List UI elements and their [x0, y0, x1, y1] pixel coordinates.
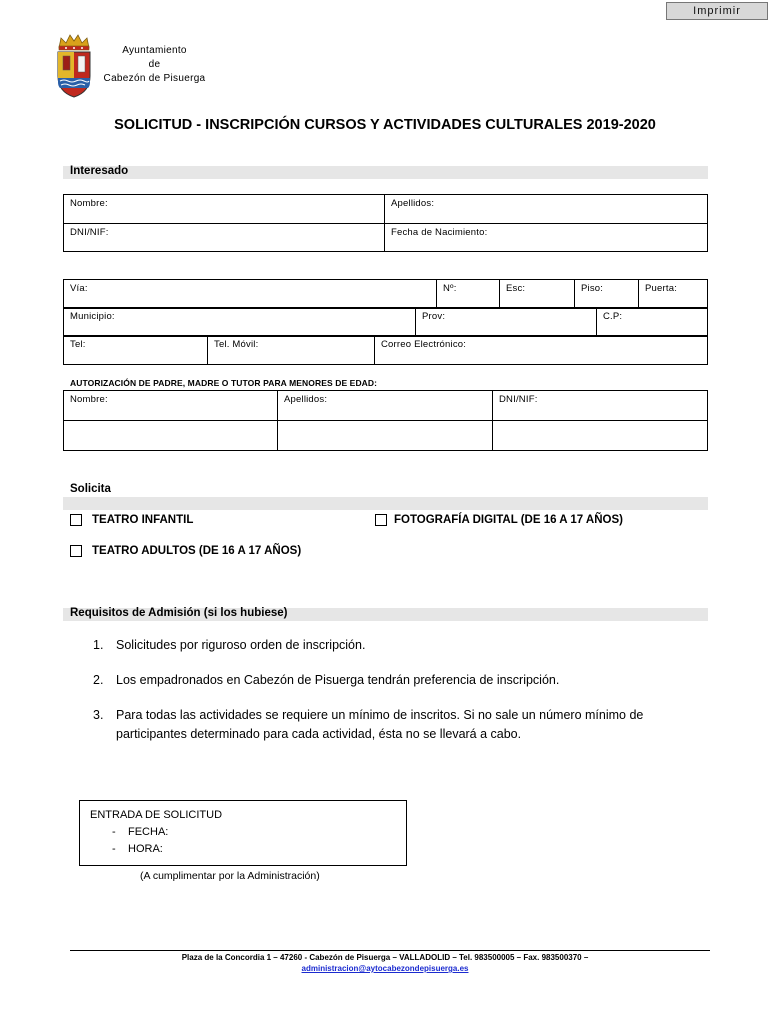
- field-tel[interactable]: Tel:: [64, 336, 208, 365]
- field-via[interactable]: Vía:: [64, 280, 437, 309]
- entry-heading: ENTRADA DE SOLICITUD: [90, 809, 223, 821]
- field-guardian-dni[interactable]: [493, 421, 708, 451]
- footer: [0, 952, 770, 974]
- requirements-list: [93, 636, 713, 760]
- list-item: 2. Los empadronados en Cabezón de Pisuerga tendrán preferencia de inscripción.: [93, 673, 560, 687]
- field-prov[interactable]: Prov:: [416, 308, 597, 337]
- guardian-table: [63, 390, 708, 451]
- option-label-teatro-infantil: TEATRO INFANTIL: [92, 514, 194, 526]
- address-row-3: [63, 335, 708, 365]
- option-label-fotografia-digital: FOTOGRAFÍA DIGITAL (DE 16 A 17 AÑOS): [394, 514, 623, 526]
- checkbox-teatro-adultos[interactable]: [70, 545, 82, 557]
- field-cp[interactable]: C.P:: [597, 308, 708, 337]
- footer-address: Plaza de la Concordia 1 – 47260 - Cabezón de Pisuerga – VALLADOLID – Tel. 983500005 – Fax. 983500370 –: [181, 953, 589, 962]
- entry-dash: -: [112, 826, 116, 838]
- address-row-2: [63, 307, 708, 337]
- option-label-teatro-adultos: TEATRO ADULTOS (DE 16 A 17 AÑOS): [92, 545, 302, 557]
- coat-of-arms-icon: [55, 32, 93, 98]
- field-correo[interactable]: Correo Electrónico:: [375, 336, 708, 365]
- municipality-name: Ayuntamiento de Cabezón de Pisuerga: [103, 45, 206, 84]
- field-tel-movil[interactable]: Tel. Móvil:: [208, 336, 375, 365]
- field-esc[interactable]: Esc:: [500, 280, 575, 309]
- address-row-1: [63, 279, 708, 309]
- checkbox-teatro-infantil[interactable]: [70, 514, 82, 526]
- field-puerta[interactable]: Puerta:: [639, 280, 708, 309]
- section-heading-requisitos: Requisitos de Admisión (si los hubiese): [70, 607, 288, 619]
- field-fecha-nacimiento[interactable]: Fecha de Nacimiento:: [385, 224, 708, 252]
- section-heading-solicita: Solicita: [70, 483, 111, 495]
- checkbox-fotografia-digital[interactable]: [375, 514, 387, 526]
- field-dni[interactable]: DNI/NIF:: [64, 224, 385, 252]
- guardian-dni-label: DNI/NIF:: [493, 391, 708, 421]
- section-bar-solicita: [63, 497, 708, 510]
- entry-fecha-label: FECHA:: [128, 826, 169, 838]
- section-heading-interesado: Interesado: [70, 165, 129, 177]
- entry-hora-label: HORA:: [128, 843, 163, 855]
- print-button[interactable]: Imprimir: [666, 2, 768, 20]
- field-guardian-nombre[interactable]: [64, 421, 278, 451]
- application-entry-box: [79, 800, 407, 866]
- field-piso[interactable]: Piso:: [575, 280, 639, 309]
- entry-dash: -: [112, 843, 116, 855]
- applicant-table: [63, 194, 708, 252]
- footer-email-link[interactable]: administracion@aytocabezondepisuerga.es: [301, 964, 469, 973]
- guardian-apellidos-label: Apellidos:: [278, 391, 493, 421]
- guardian-nombre-label: Nombre:: [64, 391, 278, 421]
- field-nombre[interactable]: Nombre:: [64, 195, 385, 224]
- field-numero[interactable]: Nº:: [437, 280, 500, 309]
- list-item: 3. Para todas las actividades se requiere un mínimo de inscritos. Si no sale un número mínimo de participantes determinado para cada actividad, ésta no se llevará a cabo.: [93, 708, 644, 741]
- field-apellidos[interactable]: Apellidos:: [385, 195, 708, 224]
- section-bar-interesado: [63, 166, 708, 179]
- field-guardian-apellidos[interactable]: [278, 421, 493, 451]
- field-municipio[interactable]: Municipio:: [64, 308, 416, 337]
- admin-note: (A cumplimentar por la Administración): [140, 870, 320, 882]
- footer-divider: [70, 950, 710, 951]
- form-title: SOLICITUD - INSCRIPCIÓN CURSOS Y ACTIVIDADES CULTURALES 2019-2020: [114, 117, 656, 133]
- guardian-authorization-heading: AUTORIZACIÓN DE PADRE, MADRE O TUTOR PARA MENORES DE EDAD:: [70, 378, 378, 388]
- list-item: 1. Solicitudes por riguroso orden de inscripción.: [93, 638, 366, 652]
